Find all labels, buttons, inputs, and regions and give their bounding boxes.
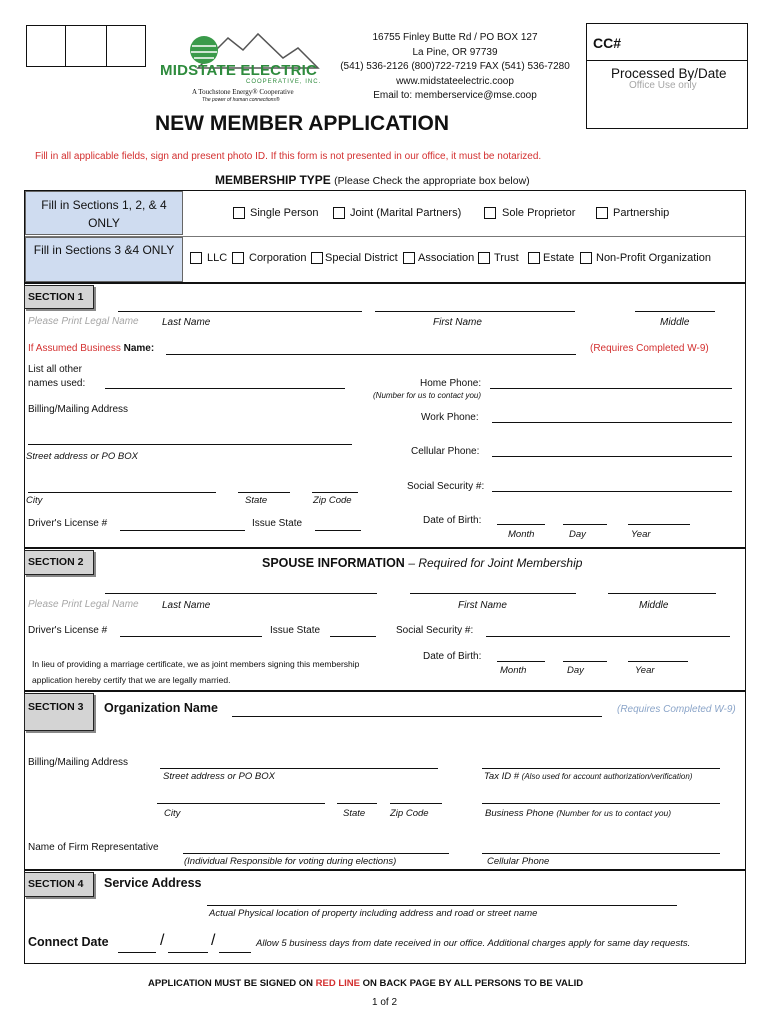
logo-name: MIDSTATE ELECTRIC xyxy=(160,62,318,79)
section-3-label: SECTION 3 xyxy=(24,693,94,731)
checkbox-sole-proprietor[interactable] xyxy=(484,207,496,219)
section-1-label: SECTION 1 xyxy=(24,285,94,309)
connect-date-label: Connect Date xyxy=(28,935,109,949)
firm-rep-label: Name of Firm Representative xyxy=(28,842,159,853)
print-name-hint: Please Print Legal Name xyxy=(28,316,139,327)
address-line: www.midstateelectric.coop xyxy=(396,75,514,87)
state-label: State xyxy=(245,495,268,506)
page-number: 1 of 2 xyxy=(372,997,398,1008)
street-line[interactable] xyxy=(28,444,352,445)
print-name-hint: Please Print Legal Name xyxy=(28,599,139,610)
checkbox-single-person[interactable] xyxy=(233,207,245,219)
assumed-business-line[interactable] xyxy=(166,354,576,355)
dob-month-line[interactable] xyxy=(497,524,545,525)
spouse-dob-month-line[interactable] xyxy=(497,661,545,662)
certify-text: In lieu of providing a marriage certificate, we as joint members signing this membership xyxy=(32,659,360,669)
spouse-dl-line[interactable] xyxy=(120,636,262,637)
connect-month-line[interactable] xyxy=(118,952,156,953)
cc-label: CC# xyxy=(593,35,622,51)
day-label: Day xyxy=(569,529,586,540)
logo-tagline-2: The power of human connections® xyxy=(202,97,280,103)
section-2-label: SECTION 2 xyxy=(24,550,94,575)
home-phone-label: Home Phone: xyxy=(420,378,482,389)
spouse-dob-year-line[interactable] xyxy=(628,661,688,662)
membership-heading: MEMBERSHIP TYPE (Please Check the appropriate box below) xyxy=(215,173,530,187)
biz-phone-line[interactable] xyxy=(482,803,720,804)
option-label: Sole Proprietor xyxy=(502,207,576,219)
connect-year-line[interactable] xyxy=(219,952,251,953)
work-phone-label: Work Phone: xyxy=(421,412,479,423)
state-line[interactable] xyxy=(238,492,290,493)
firm-rep-line[interactable] xyxy=(183,853,449,854)
row1-label: Fill in Sections 1, 2, & 4 ONLY xyxy=(25,191,183,235)
checkbox-corporation[interactable] xyxy=(232,252,244,264)
connect-day-line[interactable] xyxy=(168,952,208,953)
office-use-label: Office Use only xyxy=(629,80,697,91)
requires-w9: (Requires Completed W-9) xyxy=(617,704,736,715)
option-label: Trust xyxy=(494,252,519,264)
city-line[interactable] xyxy=(28,492,216,493)
spouse-last-name-line[interactable] xyxy=(105,593,377,594)
billing-label: Billing/Mailing Address xyxy=(28,404,129,415)
ssn-line[interactable] xyxy=(492,491,732,492)
spouse-middle-line[interactable] xyxy=(608,593,716,594)
checkbox-partnership[interactable] xyxy=(596,207,608,219)
page-title: NEW MEMBER APPLICATION xyxy=(155,112,449,135)
last-name-line[interactable] xyxy=(118,311,362,312)
checkbox-joint[interactable] xyxy=(333,207,345,219)
processed-label: Processed By/Date xyxy=(611,66,727,81)
rep-cell-line[interactable] xyxy=(482,853,720,854)
checkbox-llc[interactable] xyxy=(190,252,202,264)
contact-note: (Number for us to contact you) xyxy=(373,391,482,400)
tax-id-line[interactable] xyxy=(482,768,720,769)
billing-label: Billing/Mailing Address xyxy=(28,757,129,768)
checkbox-non-profit[interactable] xyxy=(580,252,592,264)
month-label: Month xyxy=(508,529,535,540)
connect-note: Allow 5 business days from date received in our office. Additional charges apply for same day requests. xyxy=(256,938,691,949)
year-label: Year xyxy=(635,665,655,676)
service-address-note: Actual Physical location of property including address and road or street name xyxy=(209,908,538,919)
street-label: Street address or PO BOX xyxy=(163,771,275,782)
midstate-logo xyxy=(158,28,324,106)
service-address-line[interactable] xyxy=(207,905,677,906)
option-label: Single Person xyxy=(250,207,319,219)
spouse-first-name-line[interactable] xyxy=(410,593,576,594)
issue-state-line[interactable] xyxy=(315,530,361,531)
other-names-label-2: names used: xyxy=(28,378,86,389)
address-line: 16755 Finley Butte Rd / PO BOX 127 xyxy=(372,32,538,43)
checkbox-estate[interactable] xyxy=(528,252,540,264)
address-line: La Pine, OR 97739 xyxy=(412,46,498,58)
address-line: Email to: memberservice@mse.coop xyxy=(373,90,537,101)
row2-label: Fill in Sections 3 &4 ONLY xyxy=(25,237,183,282)
org-name-line[interactable] xyxy=(232,716,602,717)
requires-w9: (Requires Completed W-9) xyxy=(590,343,709,354)
zip-line[interactable] xyxy=(312,492,358,493)
section-4-label: SECTION 4 xyxy=(24,872,94,897)
day-label: Day xyxy=(567,665,584,676)
tax-id-label: Tax ID # (Also used for account authorization/verification) xyxy=(484,771,693,782)
dob-label: Date of Birth: xyxy=(423,515,482,526)
date-slash: / xyxy=(160,932,165,949)
work-phone-line[interactable] xyxy=(492,422,732,423)
first-name-line[interactable] xyxy=(375,311,575,312)
dl-label: Driver's License # xyxy=(28,518,108,529)
instructions: Fill in all applicable fields, sign and present photo ID. If this form is not presented in our office, it must be notarized. xyxy=(35,151,542,162)
option-label: Estate xyxy=(543,252,575,264)
org-street-line[interactable] xyxy=(160,768,438,769)
state-label: State xyxy=(343,808,366,819)
cell-phone-label: Cellular Phone: xyxy=(411,446,480,457)
dob-year-line[interactable] xyxy=(628,524,690,525)
option-label: Joint (Marital Partners) xyxy=(350,207,462,219)
option-label: Partnership xyxy=(613,207,670,219)
first-name-label: First Name xyxy=(433,317,482,328)
checkbox-trust[interactable] xyxy=(478,252,490,264)
option-label: Non-Profit Organization xyxy=(596,252,711,264)
org-state-line[interactable] xyxy=(337,803,377,804)
ssn-label: Social Security #: xyxy=(396,625,474,636)
org-name-label: Organization Name xyxy=(104,701,218,715)
zip-label: Zip Code xyxy=(313,495,352,506)
office-use-box xyxy=(586,23,748,129)
option-label: Special District xyxy=(325,252,398,264)
spouse-ssn-line[interactable] xyxy=(486,636,730,637)
option-label: Corporation xyxy=(249,252,307,264)
cell-phone-label: Cellular Phone xyxy=(487,856,550,867)
issue-state-label: Issue State xyxy=(270,625,321,636)
dl-line[interactable] xyxy=(120,530,245,531)
assumed-business-label: If Assumed Business Name: xyxy=(28,343,155,354)
spouse-issue-state-line[interactable] xyxy=(330,636,376,637)
dob-label: Date of Birth: xyxy=(423,651,482,662)
zip-label: Zip Code xyxy=(390,808,429,819)
office-boxes xyxy=(26,25,146,67)
first-name-label: First Name xyxy=(458,600,507,611)
street-label: Street address or PO BOX xyxy=(26,451,138,462)
home-phone-line[interactable] xyxy=(490,388,732,389)
middle-name-line[interactable] xyxy=(635,311,715,312)
address-line: (541) 536-2126 (800)722-7219 FAX (541) 536-7280 xyxy=(340,61,570,72)
address-block xyxy=(330,31,580,104)
spouse-heading: SPOUSE INFORMATION – Required for Joint Membership xyxy=(262,556,583,570)
city-label: City xyxy=(164,808,181,819)
other-names-line[interactable] xyxy=(105,388,345,389)
rep-note: (Individual Responsible for voting during elections) xyxy=(184,856,397,867)
middle-label: Middle xyxy=(639,600,669,611)
option-label: Association xyxy=(418,252,475,264)
service-address-label: Service Address xyxy=(104,876,202,890)
year-label: Year xyxy=(631,529,651,540)
spouse-dob-day-line[interactable] xyxy=(563,661,607,662)
city-label: City xyxy=(26,495,43,506)
signature-notice: APPLICATION MUST BE SIGNED ON RED LINE ON BACK PAGE BY ALL PERSONS TO BE VALID xyxy=(148,978,584,989)
date-slash: / xyxy=(211,932,216,949)
dl-label: Driver's License # xyxy=(28,625,108,636)
last-name-label: Last Name xyxy=(162,317,211,328)
ssn-label: Social Security #: xyxy=(407,481,485,492)
org-city-line[interactable] xyxy=(157,803,325,804)
biz-phone-label: Business Phone (Number for us to contact you) xyxy=(485,808,672,819)
dob-day-line[interactable] xyxy=(563,524,607,525)
option-label: LLC xyxy=(207,252,228,264)
last-name-label: Last Name xyxy=(162,600,211,611)
certify-text-2: application hereby certify that we are legally married. xyxy=(32,675,231,685)
other-names-label: List all other xyxy=(28,364,82,375)
logo-sub: COOPERATIVE, INC. xyxy=(246,79,322,85)
org-zip-line[interactable] xyxy=(390,803,442,804)
issue-state-label: Issue State xyxy=(252,518,303,529)
middle-label: Middle xyxy=(660,317,690,328)
logo-tagline: A Touchstone Energy® Cooperative xyxy=(192,88,294,96)
month-label: Month xyxy=(500,665,527,676)
checkbox-special-district[interactable] xyxy=(311,252,323,264)
checkbox-association[interactable] xyxy=(403,252,415,264)
cell-phone-line[interactable] xyxy=(492,456,732,457)
